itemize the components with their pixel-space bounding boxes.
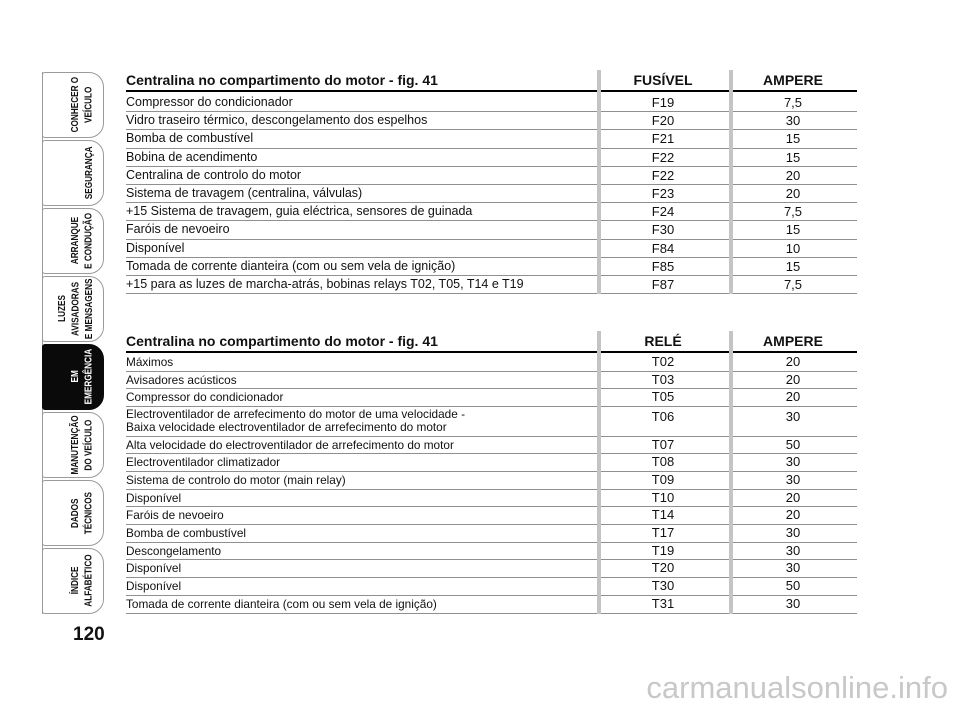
section-tab-label bbox=[69, 492, 96, 534]
fuse-function: Compressor do condicionador bbox=[126, 95, 293, 109]
relay-row bbox=[126, 354, 857, 372]
relay-row bbox=[126, 372, 857, 390]
fuse-row bbox=[126, 112, 857, 130]
relay-row bbox=[126, 490, 857, 508]
tab-label-line: CONHECER O bbox=[69, 77, 81, 133]
page-number: 120 bbox=[73, 624, 105, 645]
fuse-row bbox=[126, 130, 857, 148]
tab-label-line: E CONDUÇÃO bbox=[82, 213, 95, 269]
relay-code: T07 bbox=[651, 436, 675, 452]
fuse-row bbox=[126, 276, 857, 294]
section-tab-indice-alfabetico[interactable] bbox=[42, 548, 104, 614]
relay-function: Sistema de controlo do motor (main relay) bbox=[126, 473, 346, 488]
relay-function: Compressor do condicionador bbox=[126, 390, 284, 405]
fuse-code: F22 bbox=[651, 167, 675, 183]
relay-amperage: 20 bbox=[785, 507, 801, 523]
tab-label-line: TÉCNICOS bbox=[82, 491, 95, 535]
section-tab-label bbox=[69, 555, 96, 607]
relay-row bbox=[126, 578, 857, 596]
fuse-function: Faróis de nevoeiro bbox=[126, 222, 230, 237]
relay-code: T30 bbox=[651, 578, 675, 594]
relay-function: Faróis de nevoeiro bbox=[126, 508, 224, 523]
fuse-table-body bbox=[126, 92, 857, 294]
tab-label-line: EMERGÊNCIA bbox=[82, 349, 95, 405]
fuse-function: Sistema de travagem (centralina, válvulas) bbox=[126, 185, 363, 200]
relay-function bbox=[126, 407, 597, 434]
relay-amperage: 30 bbox=[785, 472, 801, 488]
relay-code: T05 bbox=[651, 389, 675, 405]
relay-code: T06 bbox=[651, 408, 675, 424]
fuse-column-header: FUSÍVEL bbox=[633, 72, 693, 88]
fuse-code: F30 bbox=[651, 222, 675, 238]
relay-code: T02 bbox=[651, 354, 675, 369]
relay-code: T17 bbox=[651, 525, 675, 541]
fuse-code: F21 bbox=[651, 131, 675, 147]
relay-code: T10 bbox=[651, 489, 675, 505]
relay-function: Descongelamento bbox=[126, 543, 222, 558]
relay-amperage: 30 bbox=[785, 454, 801, 470]
fuse-function: +15 para as luzes de marcha-atrás, bobinas relays T02, T05, T14 e T19 bbox=[126, 276, 524, 291]
relay-amperage: 30 bbox=[785, 560, 801, 576]
fuse-function: Bobina de acendimento bbox=[126, 149, 258, 164]
relay-row bbox=[126, 437, 857, 455]
tab-label-line: ÍNDICE bbox=[69, 567, 81, 595]
fuse-code: F22 bbox=[651, 149, 675, 165]
section-tab-label bbox=[83, 147, 97, 200]
relay-function: Disponível bbox=[126, 579, 182, 594]
tab-label-line: MANUTENÇÃO bbox=[69, 415, 81, 475]
relay-row bbox=[126, 525, 857, 543]
relay-function-line: Baixa velocidade electroventilador de arrefecimento do motor bbox=[126, 420, 447, 435]
column-divider bbox=[729, 331, 733, 614]
relay-amperage: 30 bbox=[785, 408, 801, 424]
relay-function-line: Electroventilador de arrefecimento do motor de uma velocidade - bbox=[126, 407, 466, 422]
relay-table-title: Centralina no compartimento do motor - fig. 41 bbox=[126, 333, 438, 349]
fuse-function: Tomada de corrente dianteira (com ou sem vela de ignição) bbox=[126, 258, 456, 273]
tab-label-line: AVISADORAS bbox=[69, 282, 81, 337]
relay-function: Avisadores acústicos bbox=[126, 372, 237, 387]
fuse-row bbox=[126, 167, 857, 185]
tab-label-line: DO VEÍCULO bbox=[82, 419, 95, 471]
fuse-row bbox=[126, 240, 857, 258]
fuse-amperage: 20 bbox=[785, 185, 801, 201]
fuse-amperage: 10 bbox=[785, 240, 801, 256]
section-tab-label bbox=[69, 213, 96, 269]
relay-amperage: 30 bbox=[785, 525, 801, 541]
tab-label-line: EM bbox=[69, 370, 81, 384]
relay-function: Tomada de corrente dianteira (com ou sem vela de ignição) bbox=[126, 596, 437, 611]
fuse-row bbox=[126, 203, 857, 221]
relay-function: Disponível bbox=[126, 490, 182, 505]
relay-code: T19 bbox=[651, 542, 675, 558]
fuse-code: F84 bbox=[651, 240, 675, 256]
relay-column-header: RELÉ bbox=[644, 333, 682, 349]
fuse-amperage: 15 bbox=[785, 258, 801, 274]
relay-function: Electroventilador climatizador bbox=[126, 455, 281, 470]
fuse-code: F23 bbox=[651, 185, 675, 201]
fuse-row bbox=[126, 221, 857, 239]
relay-row bbox=[126, 389, 857, 407]
fuse-amperage: 7,5 bbox=[783, 276, 803, 292]
section-tab-seguranca[interactable] bbox=[42, 140, 104, 206]
relay-code: T08 bbox=[651, 454, 675, 470]
relay-code: T31 bbox=[651, 595, 675, 611]
relay-function: Disponível bbox=[126, 561, 182, 576]
relay-row bbox=[126, 560, 857, 578]
section-tab-conhecer-o-veiculo[interactable] bbox=[42, 72, 104, 138]
fuse-table-title: Centralina no compartimento do motor - fig. 41 bbox=[126, 72, 438, 88]
watermark: carmanualsonline.info bbox=[646, 670, 948, 705]
section-tab-manutencao-do-veiculo[interactable] bbox=[42, 412, 104, 478]
fuse-amperage: 15 bbox=[785, 131, 801, 147]
tab-label-line: E MENSAGENS bbox=[82, 278, 95, 340]
relay-amperage: 20 bbox=[785, 389, 801, 405]
tab-label-line: ARRANQUE bbox=[69, 217, 81, 265]
fuse-function: Disponível bbox=[126, 240, 185, 255]
relay-code: T20 bbox=[651, 560, 675, 576]
fuse-row bbox=[126, 258, 857, 276]
section-tab-dados-tecnicos[interactable] bbox=[42, 480, 104, 546]
section-tab-label bbox=[69, 77, 96, 133]
relay-amperage: 30 bbox=[785, 595, 801, 611]
fuse-code: F19 bbox=[651, 95, 675, 110]
tab-label-line: SEGURANÇA bbox=[82, 146, 95, 200]
relay-row bbox=[126, 543, 857, 561]
relay-code: T03 bbox=[651, 371, 675, 387]
column-divider bbox=[597, 70, 601, 294]
relay-table-body bbox=[126, 353, 857, 614]
fuse-code: F20 bbox=[651, 113, 675, 129]
relay-function: Alta velocidade do electroventilador de arrefecimento do motor bbox=[126, 437, 454, 452]
relay-row bbox=[126, 407, 857, 437]
fuse-code: F24 bbox=[651, 204, 675, 220]
fuse-function: Bomba de combustível bbox=[126, 131, 254, 146]
fuse-code: F85 bbox=[651, 258, 675, 274]
tab-label-line: ALFABÉTICO bbox=[82, 554, 95, 608]
relay-amperage: 20 bbox=[785, 371, 801, 387]
fuse-amperage: 7,5 bbox=[783, 95, 803, 110]
fuse-amperage: 15 bbox=[785, 222, 801, 238]
relay-amperage: 50 bbox=[785, 436, 801, 452]
relay-code: T09 bbox=[651, 472, 675, 488]
relay-amperage: 20 bbox=[785, 489, 801, 505]
column-divider bbox=[597, 331, 601, 614]
fuse-amperage: 20 bbox=[785, 167, 801, 183]
section-tab-label bbox=[56, 279, 97, 340]
fuse-function: Centralina de controlo do motor bbox=[126, 167, 302, 182]
section-tab-luzes-avisadoras[interactable] bbox=[42, 276, 104, 342]
column-divider bbox=[729, 70, 733, 294]
relay-code: T14 bbox=[651, 507, 675, 523]
fuse-row bbox=[126, 185, 857, 203]
fuse-code: F87 bbox=[651, 276, 675, 292]
relay-table bbox=[126, 331, 857, 614]
relay-amperage: 20 bbox=[785, 354, 801, 369]
relay-amperage: 30 bbox=[785, 542, 801, 558]
section-tab-label bbox=[69, 349, 96, 405]
tab-label-line: LUZES bbox=[55, 295, 68, 323]
relay-function: Máximos bbox=[126, 355, 174, 369]
relay-row bbox=[126, 596, 857, 614]
fuse-row bbox=[126, 149, 857, 167]
relay-row bbox=[126, 472, 857, 490]
relay-table-header bbox=[126, 331, 857, 353]
fuse-table bbox=[126, 70, 857, 294]
ampere-column-header: AMPERE bbox=[763, 333, 823, 349]
tab-label-line: VEÍCULO bbox=[82, 86, 95, 124]
tab-label-line: DADOS bbox=[69, 498, 81, 528]
relay-row bbox=[126, 507, 857, 525]
relay-amperage: 50 bbox=[785, 578, 801, 594]
fuse-table-header bbox=[126, 70, 857, 92]
fuse-amperage: 30 bbox=[785, 113, 801, 129]
section-tab-em-emergencia[interactable] bbox=[42, 344, 104, 410]
fuse-amperage: 15 bbox=[785, 149, 801, 165]
fuse-function: +15 Sistema de travagem, guia eléctrica, sensores de guinada bbox=[126, 204, 473, 219]
relay-row bbox=[126, 454, 857, 472]
ampere-column-header: AMPERE bbox=[763, 72, 823, 88]
fuse-row bbox=[126, 94, 857, 112]
relay-function: Bomba de combustível bbox=[126, 526, 246, 541]
fuse-function: Vidro traseiro térmico, descongelamento dos espelhos bbox=[126, 113, 428, 128]
section-tab-label bbox=[69, 415, 96, 474]
section-tab-arranque-e-conducao[interactable] bbox=[42, 208, 104, 274]
fuse-amperage: 7,5 bbox=[783, 204, 803, 220]
